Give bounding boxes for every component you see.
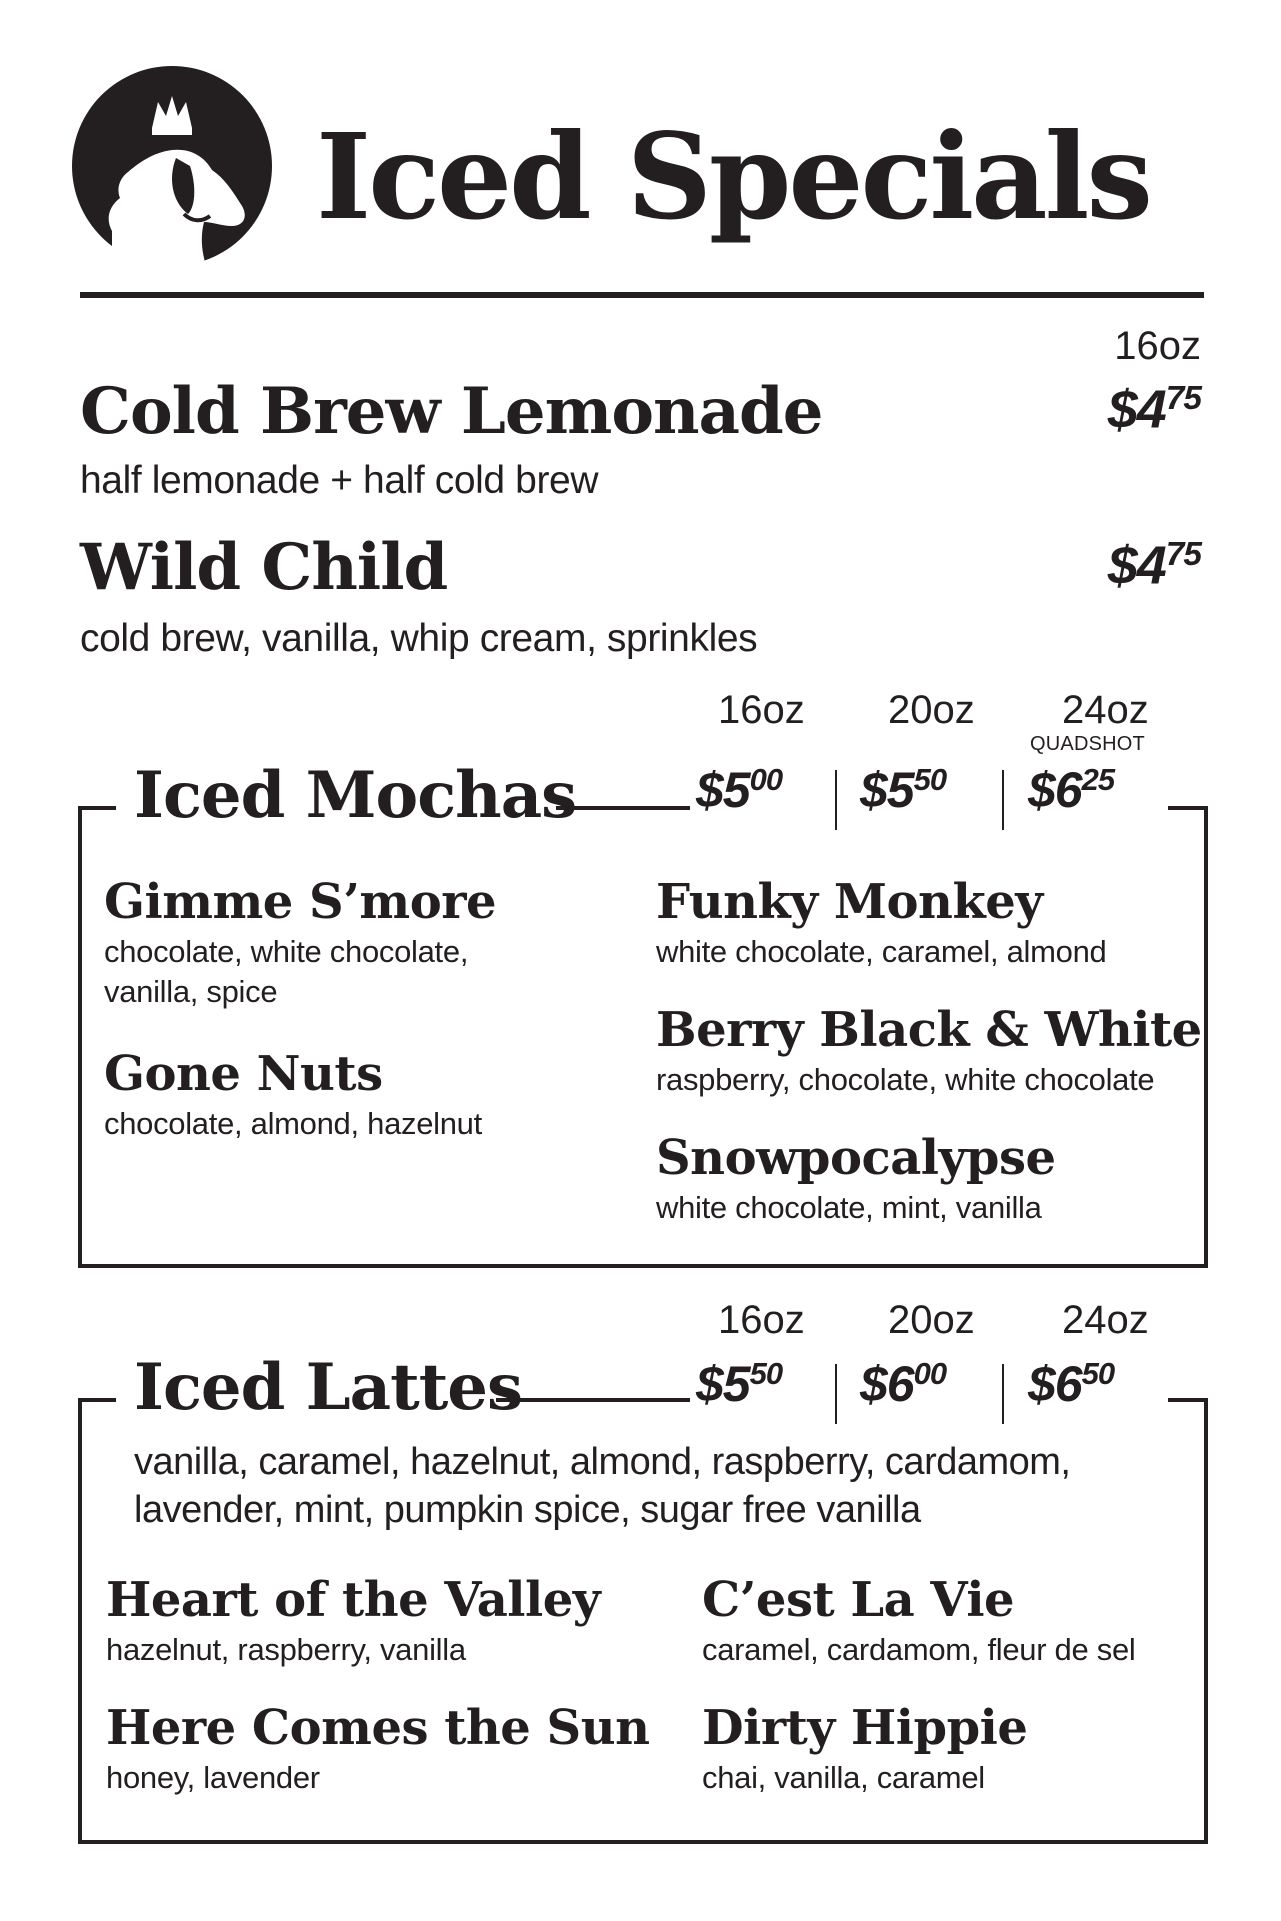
menu-item-desc: chocolate, almond, hazelnut <box>104 1106 482 1141</box>
menu-item-name: Dirty Hippie <box>702 1700 1028 1756</box>
flavors-list: vanilla, caramel, hazelnut, almond, raspberry, cardamom, <box>134 1441 1071 1483</box>
price-cents: 75 <box>1165 380 1201 417</box>
mocha-price-16oz: $\$5^{00}$ <box>696 762 783 819</box>
header-divider <box>80 292 1204 298</box>
latte-price-16oz: $\$5^{50}$ <box>696 1356 783 1413</box>
price-divider <box>835 770 837 830</box>
menu-item-desc: white chocolate, mint, vanilla <box>656 1190 1042 1225</box>
menu-item-desc: chai, vanilla, caramel <box>702 1760 985 1795</box>
menu-item-name: Snowpocalypse <box>656 1130 1056 1186</box>
item-desc: half lemonade + half cold brew <box>80 459 599 502</box>
mocha-price-20oz: $\$5^{50}$ <box>860 762 947 819</box>
flavors-list: lavender, mint, pumpkin spice, sugar free vanilla <box>134 1489 921 1531</box>
section-title: Iced Mochas <box>134 758 577 833</box>
menu-item-desc: caramel, cardamom, fleur de sel <box>702 1632 1136 1667</box>
menu-item-name: Gone Nuts <box>104 1046 383 1102</box>
size-note: QUADSHOT <box>1030 733 1145 755</box>
menu-item-name: Heart of the Valley <box>106 1572 601 1628</box>
crowned-dog-logo-icon <box>72 66 272 266</box>
menu-item-desc: honey, lavender <box>106 1760 320 1795</box>
menu-item-name: C’est La Vie <box>702 1572 1015 1628</box>
item-name: Cold Brew Lemonade <box>80 374 823 449</box>
menu-item-desc: white chocolate, caramel, almond <box>656 934 1107 969</box>
item-price <box>1107 535 1201 596</box>
item-price <box>1107 379 1201 440</box>
price-divider <box>1002 770 1004 830</box>
latte-size-20oz: 20oz <box>888 1298 975 1342</box>
menu-item-desc: chocolate, white chocolate, vanilla, spice <box>104 934 469 1010</box>
mocha-size-16oz: 16oz <box>718 688 805 732</box>
latte-price-24oz: $\$6^{50}$ <box>1028 1356 1115 1413</box>
price-dollars: $4 <box>1107 379 1166 440</box>
item-desc: cold brew, vanilla, whip cream, sprinkles <box>80 617 758 660</box>
specials-size-label: 16oz <box>1114 324 1201 368</box>
menu-item-desc: hazelnut, raspberry, vanilla <box>106 1632 466 1667</box>
price-divider <box>1002 1364 1004 1424</box>
menu-item-name: Berry Black & White <box>656 1002 1202 1058</box>
latte-price-20oz: $\$6^{00}$ <box>860 1356 947 1413</box>
menu-item-name: Gimme S’more <box>104 874 497 930</box>
section-title: Iced Lattes <box>134 1350 522 1425</box>
price-divider <box>835 1364 837 1424</box>
menu-item-name: Funky Monkey <box>656 874 1043 930</box>
mocha-price-24oz: $\$6^{25}$ <box>1028 762 1115 819</box>
mocha-size-24oz: 24oz <box>1062 688 1149 732</box>
page-title: Iced Specials <box>316 107 1150 246</box>
latte-size-24oz: 24oz <box>1062 1298 1149 1342</box>
menu-item-desc: raspberry, chocolate, white chocolate <box>656 1062 1155 1097</box>
mocha-size-20oz: 20oz <box>888 688 975 732</box>
price-dollars: $4 <box>1107 535 1166 596</box>
item-name: Wild Child <box>80 530 448 605</box>
latte-size-16oz: 16oz <box>718 1298 805 1342</box>
menu-item-name: Here Comes the Sun <box>106 1700 650 1756</box>
price-cents: 75 <box>1165 536 1201 573</box>
